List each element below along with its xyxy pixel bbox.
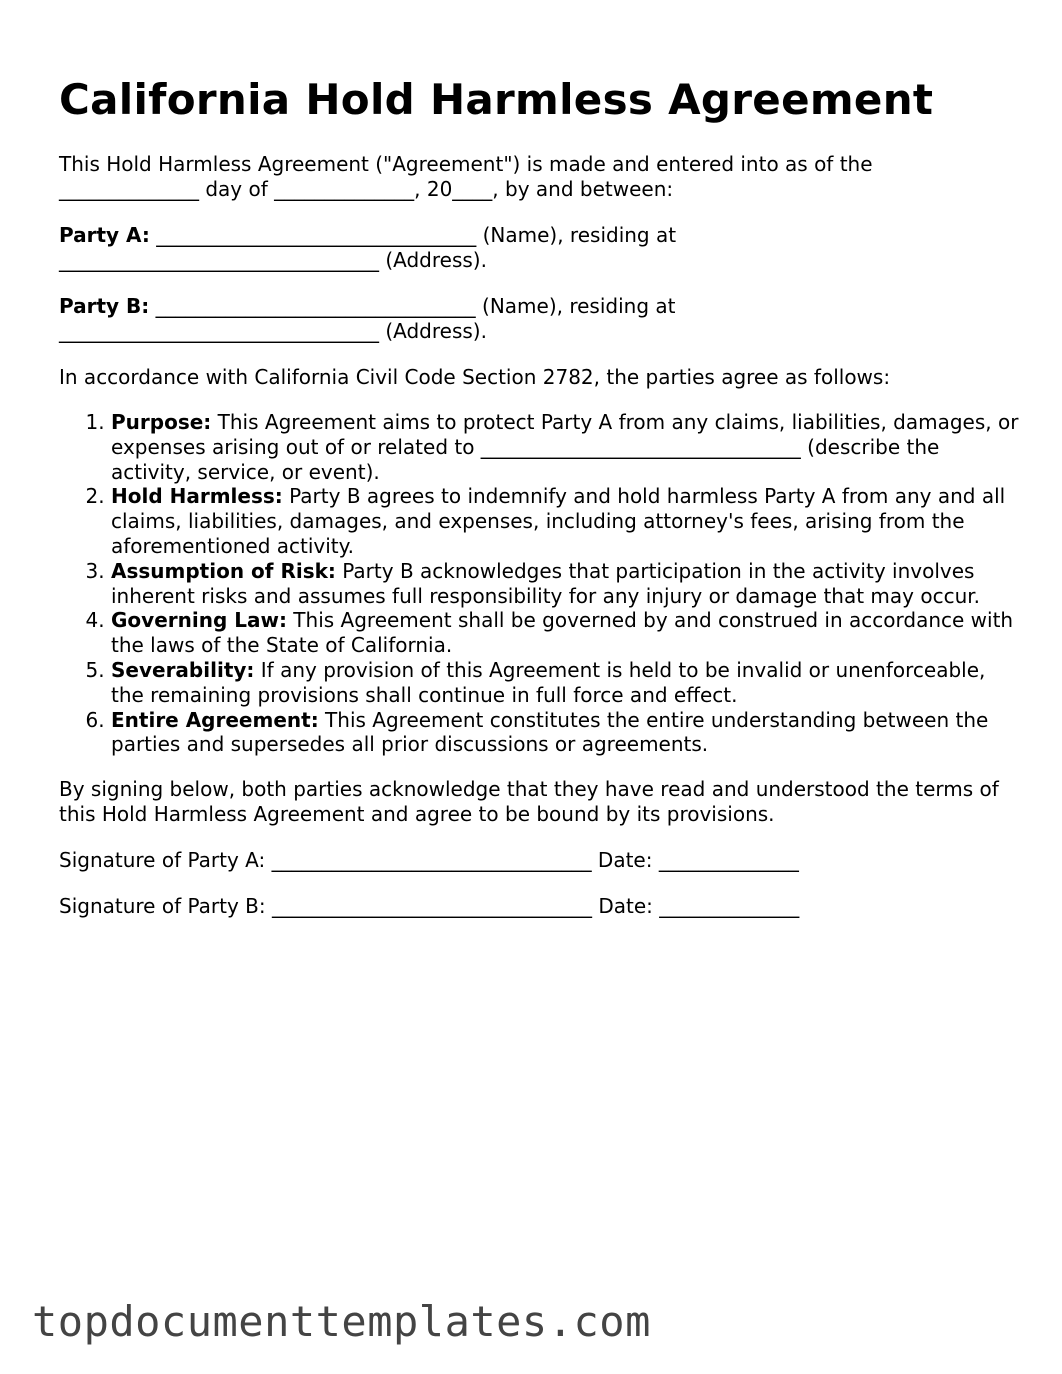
signature-line-party-b: Signature of Party B: ________________________________ Date: ______________ — [59, 894, 800, 919]
term-heading: Assumption of Risk: — [111, 558, 336, 583]
term-item-governing-law — [111, 608, 1019, 658]
term-heading: Purpose: — [111, 410, 212, 434]
term-item-entire-agreement — [111, 708, 1019, 758]
party-b-name-line: ________________________________ (Name), residing at — [149, 294, 676, 318]
watermark: topdocumenttemplates.com — [32, 1297, 651, 1346]
intro-line-1: This Hold Harmless Agreement ("Agreement") is made and entered into as of the — [59, 152, 873, 176]
term-text: Party B acknowledges that participation in the activity involves inherent risks and assumes full responsibility for any injury or damage that may occur. — [111, 558, 981, 608]
term-item-severability — [111, 658, 1019, 708]
party-a-address-line: ________________________________ (Address). — [59, 248, 487, 272]
party-b-block — [59, 294, 1019, 344]
party-b-label: Party B: — [59, 294, 150, 318]
term-heading: Severability: — [111, 657, 255, 682]
accordance-paragraph: In accordance with California Civil Code Section 2782, the parties agree as follows: — [59, 365, 891, 389]
term-heading: Hold Harmless: — [111, 484, 283, 509]
party-a-label: Party A: — [59, 223, 150, 247]
term-text: This Agreement shall be governed by and construed in accordance with the laws of the State of California. — [111, 608, 1014, 658]
party-a-name-line: ________________________________ (Name), residing at — [149, 223, 677, 247]
term-heading: Entire Agreement: — [111, 707, 319, 732]
term-item-hold-harmless — [111, 484, 1019, 558]
intro-paragraph — [59, 152, 1019, 202]
document-title: California Hold Harmless Agreement — [59, 75, 934, 124]
term-item-purpose — [111, 410, 1019, 484]
party-b-address-line: ________________________________ (Address). — [59, 319, 487, 343]
document-page — [59, 72, 1019, 940]
term-item-assumption-of-risk — [111, 559, 1019, 609]
term-text: Party B agrees to indemnify and hold harmless Party A from any and all claims, liabilities, damages, and expenses, including attorney's fees, arising from the aforementioned activity. — [111, 484, 1006, 558]
term-text: If any provision of this Agreement is held to be invalid or unenforceable, the remaining provisions shall continue in full force and effect. — [111, 657, 986, 707]
term-text: This Agreement aims to protect Party A from any claims, liabilities, damages, or expenses arising out of or related to ________________________________ (describe the activity, service, or event). — [111, 410, 1019, 484]
closing-paragraph: By signing below, both parties acknowledge that they have read and understood the terms of this Hold Harmless Agreement and agree to be bound by its provisions. — [59, 777, 999, 827]
signature-line-party-a: Signature of Party A: ________________________________ Date: ______________ — [59, 848, 799, 873]
intro-line-2: ______________ day of ______________, 20____, by and between: — [59, 177, 674, 201]
party-a-block — [59, 223, 1019, 273]
terms-list — [59, 410, 1019, 757]
term-text: This Agreement constitutes the entire understanding between the parties and supersedes all prior discussions or agreements. — [111, 707, 989, 757]
term-heading: Governing Law: — [111, 608, 287, 633]
